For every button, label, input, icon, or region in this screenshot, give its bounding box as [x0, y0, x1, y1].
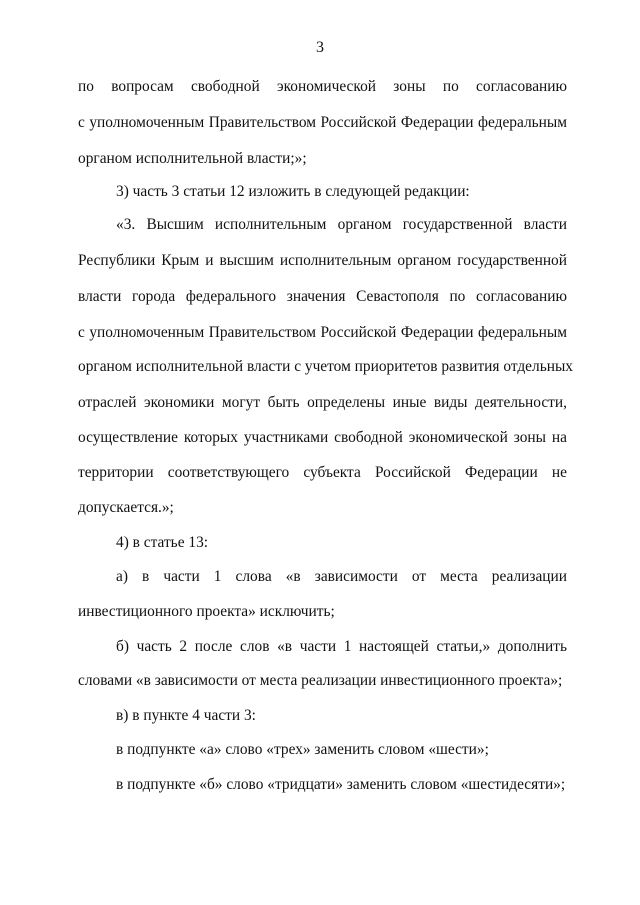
text-line: с уполномоченным Правительством Российской Федерации федеральным: [78, 324, 567, 341]
text-line: инвестиционного проекта» исключить;: [78, 603, 335, 620]
text-line: допускается.»;: [78, 499, 174, 516]
text-line: Республики Крым и высшим исполнительным органом государственной: [78, 252, 567, 269]
paragraph-line: «3. Высшим исполнительным органом государственной власти: [116, 216, 567, 233]
paragraph-line: в подпункте «б» слово «тридцати» заменить словом «шестидесяти»;: [116, 776, 566, 793]
text-line: по вопросам свободной экономической зоны по согласованию: [78, 78, 567, 95]
paragraph-line: б) часть 2 после слов «в части 1 настоящей статьи,» дополнить: [116, 638, 567, 655]
paragraph-line: в) в пункте 4 части 3:: [116, 707, 256, 724]
text-line: территории соответствующего субъекта Российской Федерации не: [78, 464, 567, 481]
paragraph-line: 3) часть 3 статьи 12 изложить в следующей редакции:: [116, 183, 470, 200]
text-line: словами «в зависимости от места реализации инвестиционного проекта»;: [78, 672, 563, 689]
text-line: органом исполнительной власти с учетом приоритетов развития отдельных: [78, 358, 573, 375]
text-line: отраслей экономики могут быть определены иные виды деятельности,: [78, 394, 567, 411]
text-line: власти города федерального значения Севастополя по согласованию: [78, 288, 567, 305]
paragraph-line: а) в части 1 слова «в зависимости от места реализации: [116, 568, 567, 585]
text-line: органом исполнительной власти;»;: [78, 150, 307, 167]
page-number: 3: [316, 39, 324, 56]
text-line: осуществление которых участниками свободной экономической зоны на: [78, 429, 567, 446]
paragraph-line: 4) в статье 13:: [116, 534, 209, 551]
text-line: с уполномоченным Правительством Российской Федерации федеральным: [78, 114, 567, 131]
paragraph-line: в подпункте «а» слово «трех» заменить словом «шести»;: [116, 741, 489, 758]
